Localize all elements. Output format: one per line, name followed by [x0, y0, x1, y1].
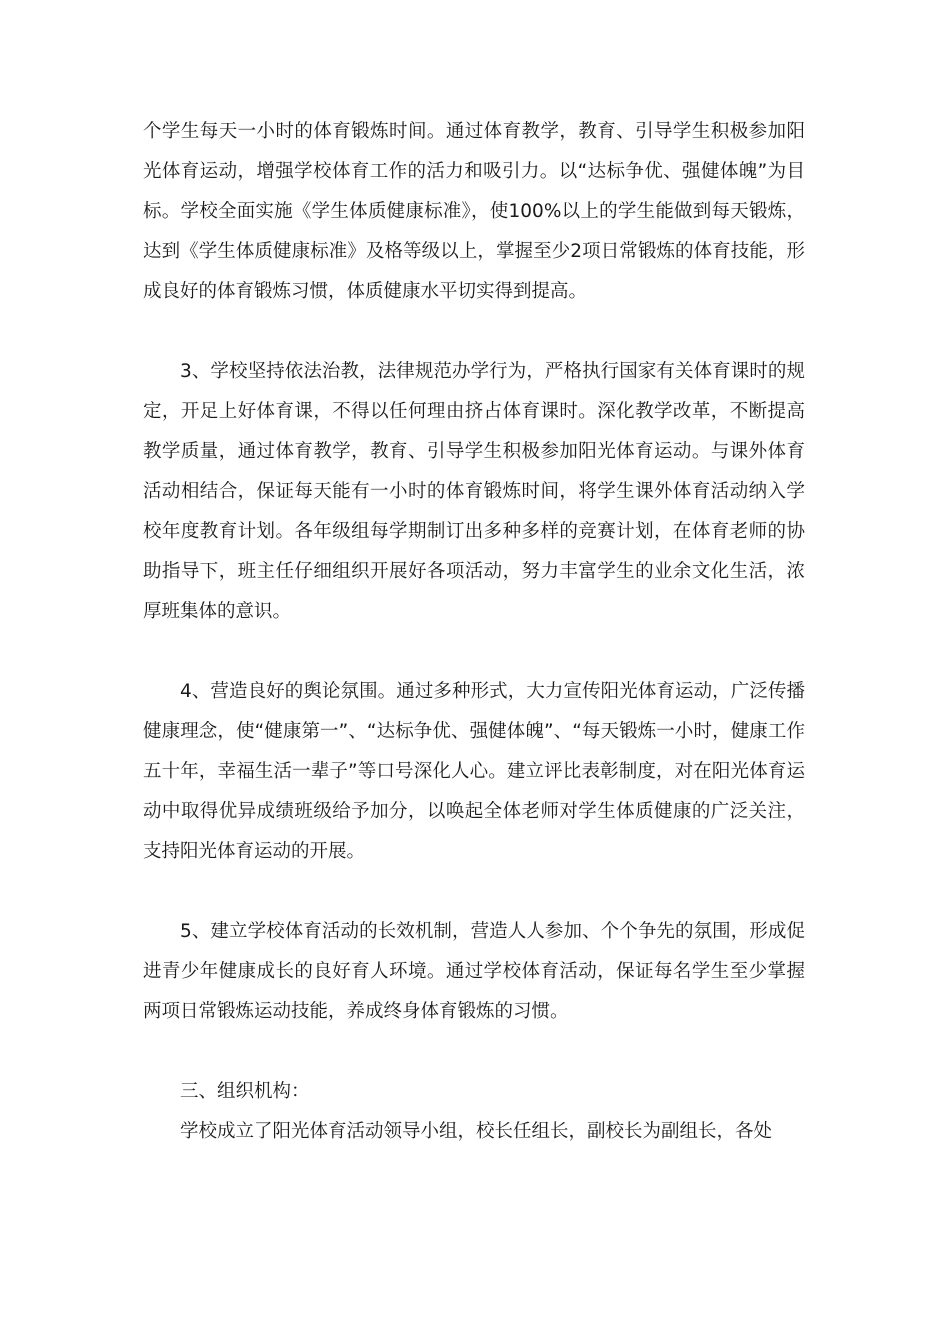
paragraph-continuation: 个学生每天一小时的体育锻炼时间。通过体育教学，教育、引导学生积极参加阳光体育运动，增强学校体育工作的活力和吸引力。以“达标争优、强健体魄”为目标。学校全面实施《学生体质健康标准》，使100%以上的学生能做到每天锻炼，达到《学生体质健康标准》及格等级以上，掌握至少2项日常锻炼的体育技能，形成良好的体育锻炼习惯，体质健康水平切实得到提高。: [143, 121, 805, 302]
section-heading-organization: 三、组织机构：: [180, 1081, 310, 1102]
paragraph-item-3: 3、学校坚持依法治教，法律规范办学行为，严格执行国家有关体育课时的规定，开足上好体育课，不得以任何理由挤占体育课时。深化教学改革，不断提高教学质量，通过体育教学，教育、引导学生积极参加阳光体育运动。与课外体育活动相结合，保证每天能有一小时的体育锻炼时间，将学生课外体育活动纳入学校年度教育计划。各年级组每学期制订出多种多样的竞赛计划，在体育老师的协助指导下，班主任仔细组织开展好各项活动，努力丰富学生的业余文化生活，浓厚班集体的意识。: [143, 361, 805, 622]
document-body: [143, 112, 805, 1152]
paragraph-leadership-group: 学校成立了阳光体育活动领导小组，校长任组长，副校长为副组长，各处: [180, 1121, 773, 1142]
paragraph-item-4: 4、营造良好的舆论氛围。通过多种形式，大力宣传阳光体育运动，广泛传播健康理念，使“健康第一”、“达标争优、强健体魄”、“每天锻炼一小时，健康工作五十年，幸福生活一辈子”等口号深化人心。建立评比表彰制度，对在阳光体育运动中取得优异成绩班级给予加分，以唤起全体老师对学生体质健康的广泛关注，支持阳光体育运动的开展。: [143, 681, 805, 862]
paragraph-item-5: 5、建立学校体育活动的长效机制，营造人人参加、个个争先的氛围，形成促进青少年健康成长的良好育人环境。通过学校体育活动，保证每名学生至少掌握两项日常锻炼运动技能，养成终身体育锻炼的习惯。: [143, 921, 805, 1022]
